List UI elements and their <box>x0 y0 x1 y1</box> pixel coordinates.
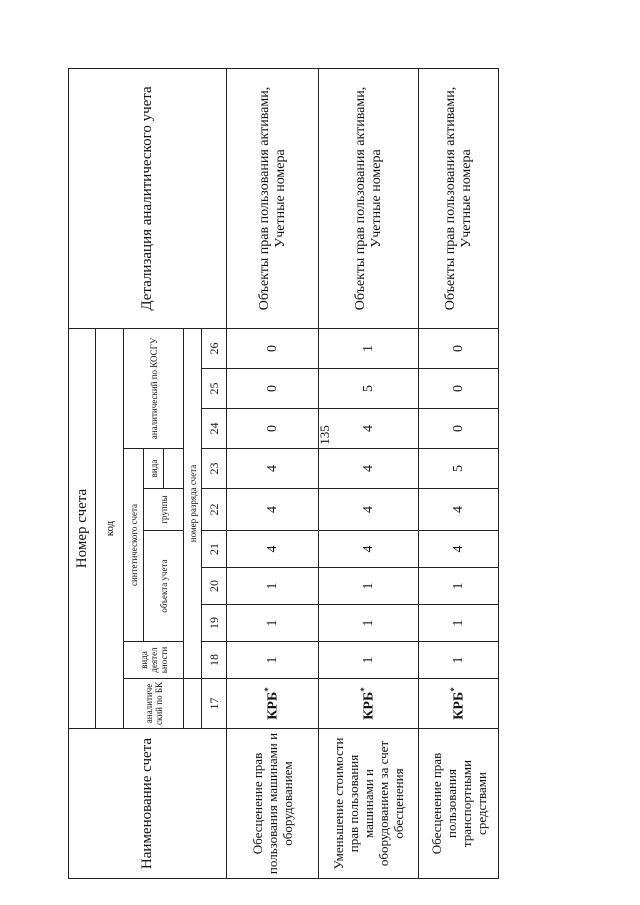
row-account-name: Обесценение прав пользования транспортными средствами <box>419 729 499 879</box>
row-d20: 1 <box>319 568 419 605</box>
row-account-name: Обесценение прав пользования машинами и оборудованием <box>227 729 319 879</box>
accounts-table <box>68 68 499 879</box>
row-d26: 0 <box>227 328 319 368</box>
digit-23: 23 <box>202 449 227 489</box>
header-code: код <box>96 328 124 728</box>
header-analytic-kosgu: аналитический по КОСГУ <box>124 328 184 448</box>
row-d25: 0 <box>419 369 499 409</box>
rotated-table-container <box>68 69 498 879</box>
digit-26: 26 <box>202 328 227 368</box>
header-row-1 <box>69 68 96 878</box>
row-detail: Объекты прав пользования активами, Учетные номера <box>227 68 319 328</box>
digit-21: 21 <box>202 531 227 568</box>
row-d26: 1 <box>319 328 419 368</box>
digit-label-spacer <box>184 679 202 729</box>
row-d22: 4 <box>319 489 419 531</box>
digit-20: 20 <box>202 568 227 605</box>
digit-19: 19 <box>202 605 227 642</box>
row-d21: 4 <box>319 531 419 568</box>
row-d23: 5 <box>419 449 499 489</box>
header-synthetic: синтетического счета <box>124 449 144 642</box>
page-number: 135 <box>317 425 332 445</box>
row-d20: 1 <box>227 568 319 605</box>
digit-25: 25 <box>202 369 227 409</box>
digit-22: 22 <box>202 489 227 531</box>
row-d24: 4 <box>319 409 419 449</box>
header-object: объекта учета <box>144 531 184 642</box>
row-account-name: Уменьшение стоимости прав пользования машинами и оборудованием за счет обесценения <box>319 729 419 879</box>
header-digit-number: номер разряда счета <box>184 328 202 678</box>
digit-24: 24 <box>202 409 227 449</box>
row-d24: 0 <box>227 409 319 449</box>
row-d21: 4 <box>227 531 319 568</box>
row-d18: 1 <box>227 642 319 679</box>
table-row <box>319 68 419 878</box>
digit-17: 17 <box>202 679 227 729</box>
row-krb: КРБ* <box>319 679 419 729</box>
row-detail: Объекты прав пользования активами, Учетные номера <box>419 68 499 328</box>
row-d18: 1 <box>419 642 499 679</box>
digit-18: 18 <box>202 642 227 679</box>
row-d25: 0 <box>227 369 319 409</box>
table-row <box>419 68 499 878</box>
row-d21: 4 <box>419 531 499 568</box>
row-krb: КРБ* <box>227 679 319 729</box>
header-account-number: Номер счета <box>69 328 96 728</box>
row-d22: 4 <box>419 489 499 531</box>
row-d26: 0 <box>419 328 499 368</box>
row-d18: 1 <box>319 642 419 679</box>
row-d19: 1 <box>419 605 499 642</box>
header-detail: Детализация аналитического учета <box>69 68 227 328</box>
row-detail: Объекты прав пользования активами, Учетные номера <box>319 68 419 328</box>
header-account-name: Наименование счета <box>69 729 227 879</box>
row-d23: 4 <box>227 449 319 489</box>
row-krb: КРБ* <box>419 679 499 729</box>
header-kind: вида <box>144 449 164 489</box>
row-d19: 1 <box>319 605 419 642</box>
row-d20: 1 <box>419 568 499 605</box>
row-d19: 1 <box>227 605 319 642</box>
header-kind-spacer <box>164 449 184 489</box>
row-d22: 4 <box>227 489 319 531</box>
row-d23: 4 <box>319 449 419 489</box>
header-analytic-bk: аналитиче ский по БК <box>124 679 184 729</box>
header-group: группы <box>144 489 184 531</box>
header-activity-kind: вида деятел ьности <box>124 642 184 679</box>
row-d25: 5 <box>319 369 419 409</box>
row-d24: 0 <box>419 409 499 449</box>
table-row <box>227 68 319 878</box>
